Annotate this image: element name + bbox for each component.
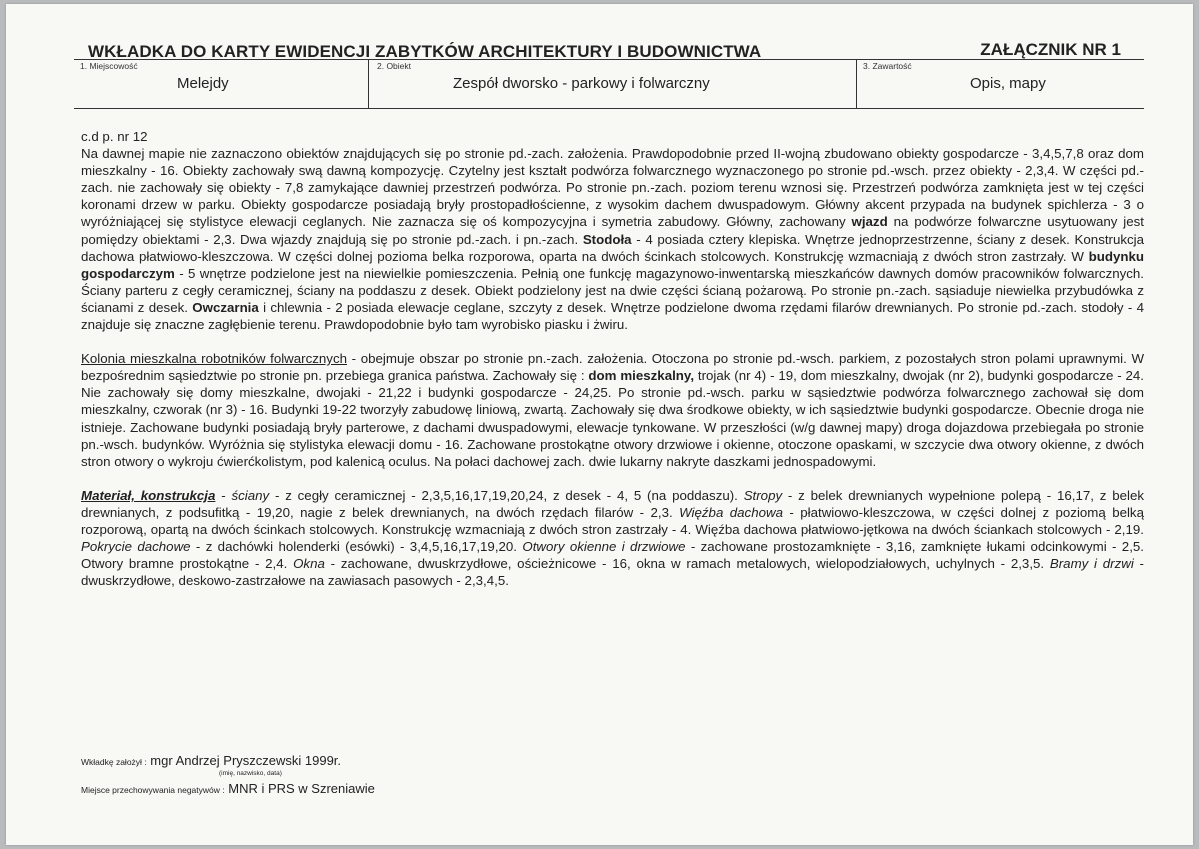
text-run: i chlewnia - 2 posiada elewacje ceglane, szczyty z desek. Wnętrze podzielone dwoma rzędami filarów drewnianych. Po stronie pd.-zach. stodoły - 4 znajduje się znaczne zagłębienie terenu. Prawdopodobnie było tam wyrobisko piasku i żwiru.	[81, 299, 1144, 333]
text-run: - płatwiowo-kleszczowa, w części dolnej z poziomą belką rozporową, opartą na dwóch ścinkach stolcowych. Konstrukcję wzmacniają z dwóch stron zastrzały - 4. Więźba dachowa płatwiowo-jętkowa na dwóch ściankach stolcowych - 2,19.	[81, 504, 1144, 537]
text-run: na podwórze folwarczne usytuowany jest pomiędzy obiektami - 2,3. Dwa wjazdy znajdują się po stronie pd.-zach. i pn.-zach.	[81, 214, 1144, 247]
term-roofing: Pokrycie dachowe	[81, 539, 191, 555]
paragraph-materials	[81, 487, 1144, 590]
text-run: - obejmuje obszar po stronie pn.-zach. założenia. Otoczona po stronie pd.-wsch. parkiem, z pozostałych stron polami uprawnymi. W bezpośrednim sąsiedztwie po stronie pn. przebiega granica państwa. Zachowały się :	[81, 351, 1145, 384]
author-label: Wkładkę założył :	[81, 757, 147, 767]
term-walls: ściany	[231, 487, 270, 503]
text-run: - zachowane prostozamknięte - 3,16, zamknięte łukami odcinkowymi - 2,5. Otwory bramne prostokątne - 2,4.	[81, 539, 1144, 572]
author-hint: (imię, nazwisko, data)	[219, 770, 282, 777]
paragraph-farmyard	[81, 128, 1144, 333]
paragraph-workers-colony	[81, 350, 1144, 470]
field-label-content: 3. Zawartość	[863, 61, 912, 71]
text-run: -	[215, 487, 232, 503]
field-value-object: Zespół dworsko - parkowy i folwarczny	[453, 75, 710, 92]
continuation-note: c.d p. nr 12	[81, 129, 148, 144]
text-run: - 4 posiada cztery klepiska. Wnętrze jednoprzestrzenne, ściany z desek. Konstrukcja dachowa płatwiowo-kleszczowa. W części dolnej pozioma belka rozporowa, oparta na dwóch ścinkach stolcowych. Konstrukcję wzmacniają z dwóch stron zastrzały. W	[81, 231, 1145, 264]
header-rule-bottom	[74, 108, 1144, 109]
term-openings: Otwory okienne i drzwiowe	[522, 539, 686, 555]
text-run: - z dachówki holenderki (esówki) - 3,4,5,16,17,19,20.	[190, 539, 523, 555]
field-value-content: Opis, mapy	[970, 75, 1046, 92]
field-separator	[368, 60, 369, 108]
field-label-locality: 1. Miejscowość	[80, 61, 138, 71]
keyword-dwelling: dom mieszkalny,	[588, 368, 695, 384]
keyword-farm-building: budynku gospodarczym	[81, 248, 1144, 281]
annex-label: ZAŁĄCZNIK NR 1	[980, 40, 1121, 59]
section-heading-colony: Kolonia mieszkalna robotników folwarcznych	[81, 351, 347, 367]
storage-value: MNR i PRS w Szreniawie	[228, 781, 375, 796]
section-heading-materials: Materiał, konstrukcja	[81, 487, 216, 503]
header-rule-top	[74, 59, 1144, 60]
field-separator	[856, 60, 857, 108]
author-line	[81, 753, 341, 768]
text-run: - 5 wnętrze podzielone jest na niewielkie pomieszczenia. Pełnią one funkcję magazynowo-inwentarską mieszkańców dawnych domów pracowników folwarcznych. Ściany parteru z cegły ceramicznej, ściany na poddaszu z desek. Obiekt podzielony jest na dwie części ścianą pożarową. Po stronie pn.-zach. sąsiaduje niewielka przybudówka z ścianami z desek.	[81, 265, 1144, 315]
text-run: - zachowane, dwuskrzydłowe, ościeżnicowe - 16, okna w ramach metalowych, wielopodziałowych, uchylnych - 2,3,5.	[324, 556, 1050, 572]
field-label-object: 2. Obiekt	[377, 61, 412, 71]
keyword-barn: Stodoła	[582, 231, 632, 247]
storage-label: Miejsce przechowywania negatywów :	[81, 785, 225, 795]
text-run: - z cegły ceramicznej - 2,3,5,16,17,19,20,24, z desek - 4, 5 (na poddaszu).	[269, 487, 744, 503]
text-run: Na dawnej mapie nie zaznaczono obiektów znajdujących się po stronie pd.-zach. założenia. Prawdopodobnie przed II-wojną zbudowano obiekty gospodarcze - 3,4,5,7,8 oraz dom mieszkalny - 16. Obiekty zachowały swą dawną kompozycję. Czytelny jest kształt podwórza folwarcznego wyznaczonego po stronie pd.-wsch. przez obiekty - 2,3,4. W części pd.-zach. nie zachowały się obiekty - 7,8 zamykające dawniej przestrzeń podwórza. Po stronie pn.-zach. poziom terenu wznosi się. Przestrzeń podwórza zamknięta jest w tej części koronami drzew w parku. Obiekty gospodarcze posiadają bryły prostopadłościenne, z wysokim dachem dwuspadowym. Główny akcent przypada na budynek spichlerza - 3 o wyróżniającej się stylistyce elewacji ceglanych. Nie zaznacza się oś kompozycyjna i symetria zabudowy. Główny, zachowany	[81, 146, 1144, 230]
description-text	[81, 128, 1144, 589]
keyword-sheepfold: Owczarnia	[192, 299, 259, 315]
text-run: trojak (nr 4) - 19, dom mieszkalny, dwojak (nr 2), budynki gospodarcze - 24. Nie zachowały się domy mieszkalne, dwojaki - 21,22 i budynki gospodarcze - 24,25. Po stronie pd.-wsch. parku w sąsiedztwie podwórza folwarcznego zachował się dom mieszkalny, czworak (nr 3) - 16. Budynki 19-22 tworzyły zabudowę liniową, zwartą. Zachowały się dwa środkowe obiekty, w ich sąsiedztwie budynki gospodarcze. Obecnie droga nie istnieje. Zachowane budynki posiadają bryły parterowe, z dachami dwuspadowymi, elewacje tynkowane. W przeszłości (w/g dawnej mapy) droga dojazdowa przebiegała po stronie pn.-wsch. budynków. Wyróżnia się stylistyka elewacji domu - 16. Zachowane prostokątne otwory drzwiowe i okienne, otoczone opaskami, w szczycie dwa otwory okienne, z dwóch stron otwory o wykroju ćwierćkolistym, pod kalenicą oculus. Na połaci dachowej zach. dwie lukarny nakryte daszkami jednospadowymi.	[81, 368, 1145, 469]
field-value-locality: Melejdy	[177, 75, 229, 92]
document-title: WKŁADKA DO KARTY EWIDENCJI ZABYTKÓW ARCHITEKTURY I BUDOWNICTWA	[88, 42, 762, 61]
term-gates-doors: Bramy i drzwi	[1049, 556, 1134, 572]
term-roof-truss: Więźba dachowa	[679, 504, 783, 520]
storage-line	[81, 781, 375, 796]
term-ceilings: Stropy	[743, 487, 783, 503]
text-run: - z belek drewnianych wypełnione polepą - 16,17, z belek drewnianych, z podsufitką - 19,20, nagie z belek drewnianych, na dwóch rzędach filarów - 2,3.	[81, 487, 1145, 520]
record-card	[6, 4, 1193, 845]
keyword-entrance: wjazd	[851, 214, 888, 230]
author-value: mgr Andrzej Pryszczewski 1999r.	[150, 753, 342, 768]
term-windows: Okna	[293, 556, 325, 572]
text-run: - dwuskrzydłowe, deskowo-zastrzałowe na zawiasach pasowych - 2,3,4,5.	[81, 556, 1144, 589]
